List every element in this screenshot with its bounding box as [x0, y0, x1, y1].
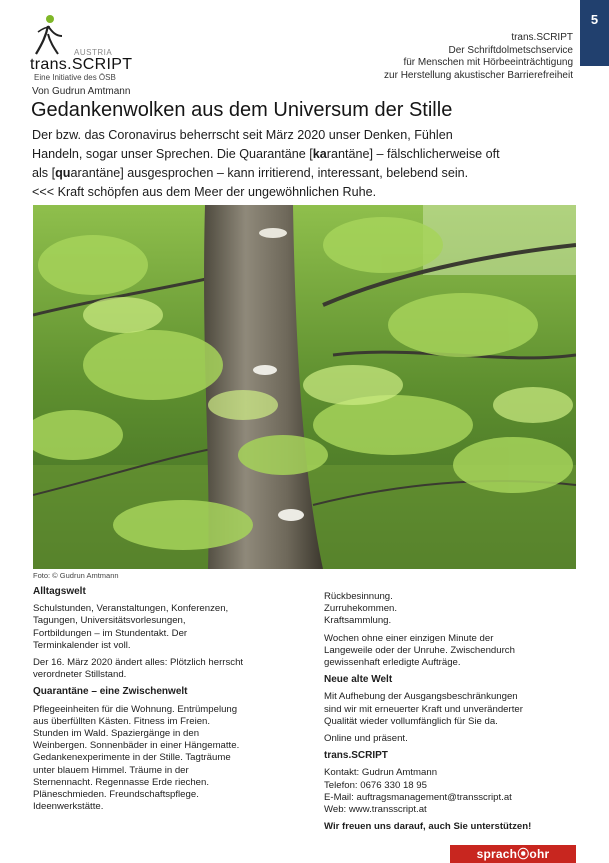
header-line: zur Herstellung akustischer Barrierefreiheit	[384, 69, 573, 81]
logo-initiative: Eine Initiative des ÖSB	[34, 73, 116, 82]
contact-email: E-Mail: auftragsmanagement@transscript.at	[324, 791, 512, 803]
right-column: Rückbesinnung. Zurruhekommen. Kraftsammlung. Wochen ohne einer einzigen Minute der Langeweile oder der Unruhe. Zwischendurch gewissenhaft erledigte Aufträge. Neue alte Welt Mit Aufhebung der Ausgangsbeschränkungen sind wir mit erneuerter Kraft und unveränderter Qualität wieder vollumfänglich für Sie da. Online und präsent. trans.SCRIPT Kontakt: Gudrun Amtmann Telefon: 0676 330 18 95 E-Mail: auftragsmanagement@transscript.at Web: www.transscript.at Wir freuen uns darauf, auch Sie unterstützen!	[324, 586, 576, 833]
header-line: trans.SCRIPT	[511, 32, 573, 43]
header-line: Der Schriftdolmetschservice	[448, 44, 573, 56]
paragraph: Online und präsent.	[324, 733, 408, 745]
section-heading-quarantaene: Quarantäne – eine Zwischenwelt	[33, 686, 188, 698]
page-number: 5	[590, 12, 599, 27]
forest-tree-photo	[33, 205, 576, 569]
section-heading-alltagswelt: Alltagswelt	[33, 586, 86, 597]
left-column: Alltagswelt Schulstunden, Veranstaltungen, Konferenzen, Tagungen, Universitätsvorlesungen, Fortbildungen – im Stundentakt. Der Terminkalender ist voll. Der 16. März 2020 ändert alles: Plötzlich herrscht verordneter Stillstand. Quarantäne – eine Zwischenwelt Pflegeeinheiten für die Wohnung. Entrümpelung aus überfüllten Kästen. Fitness im Freien. Stunden im Wald. Spaziergänge in den Weinbergen. Sonnenbäder in einer Hängematte. Gedankenexperimente in der Stille. Tagträume unter blauem Himmel. Träume in der Sternennacht. Regennasse Erde riechen. Pläneschmieden. Freundschaftspflege. Ideenwerkstätte.	[33, 586, 301, 818]
byline: Von Gudrun Amtmann	[32, 86, 131, 97]
sprachohr-badge: sprach⦿ohr	[450, 845, 576, 863]
section-heading-neue-alte-welt: Neue alte Welt	[324, 674, 393, 686]
contact-person: Kontakt: Gudrun Amtmann	[324, 767, 438, 779]
lead-line: <<< Kraft schöpfen aus dem Meer der ungewöhnlichen Ruhe.	[32, 185, 377, 199]
page-number-tab	[580, 0, 609, 66]
lead-line: als [quarantäne] ausgesprochen – kann irritierend, interessant, belebend sein.	[32, 166, 469, 180]
logo-austria: AUSTRIA	[74, 48, 113, 57]
contact-phone: Telefon: 0676 330 18 95	[324, 779, 427, 791]
lead-line: Der bzw. das Coronavirus beherrscht seit März 2020 unser Denken, Fühlen	[32, 128, 453, 142]
lead-line: Handeln, sogar unser Sprechen. Die Quarantäne [karantäne] – fälschlicherweise oft	[32, 147, 500, 161]
lead-paragraph	[32, 126, 577, 202]
contact-web: Web: www.transscript.at	[324, 804, 427, 816]
logo-brand: trans.SCRIPT	[30, 56, 133, 73]
section-heading-trans-script: trans.SCRIPT	[324, 750, 388, 762]
tagline: Wir freuen uns darauf, auch Sie unterstützen!	[324, 821, 532, 833]
trans-script-logo-icon	[30, 14, 66, 58]
header-line: für Menschen mit Hörbeeinträchtigung	[403, 57, 573, 69]
article-title: Gedankenwolken aus dem Universum der Stille	[31, 99, 453, 121]
header-info	[384, 32, 573, 82]
photo-caption: Foto: © Gudrun Amtmann	[33, 571, 119, 580]
